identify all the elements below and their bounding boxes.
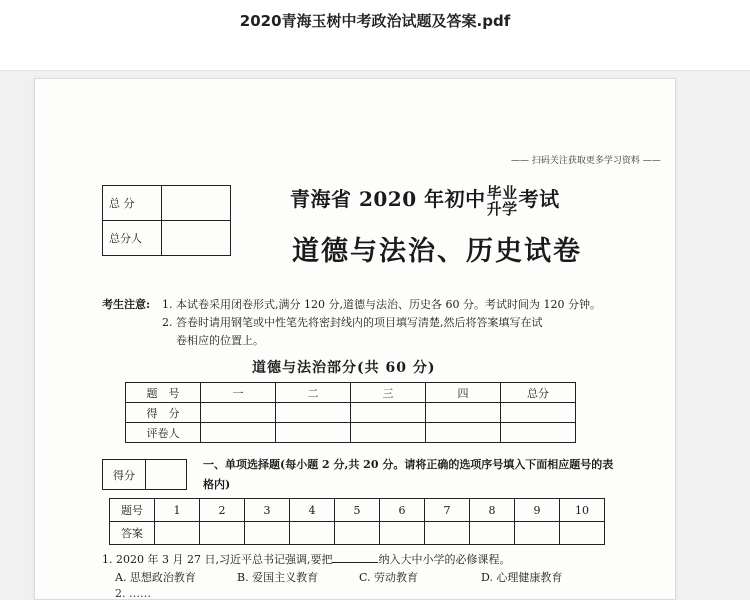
exam-title-stack-bottom: 升学 xyxy=(486,199,518,218)
exam-title-stack-top: 毕业 xyxy=(486,183,518,202)
answer-number: 8 xyxy=(470,499,515,522)
total-score-label: 总 分 xyxy=(103,186,162,221)
answer-cell xyxy=(380,522,425,545)
scan-note: —— 扫码关注获取更多学习资料 —— xyxy=(511,156,661,166)
summary-cell xyxy=(201,403,276,423)
question-1-options xyxy=(115,569,603,585)
answer-number: 1 xyxy=(155,499,200,522)
viewer-header xyxy=(0,0,750,71)
score-summary-table xyxy=(125,382,576,443)
section-score-label: 得分 xyxy=(103,460,146,490)
question-1-text-before: 1. 2020 年 3 月 27 日,习近平总书记强调,要把 xyxy=(102,553,333,566)
summary-cell xyxy=(351,423,426,443)
question-1-blank xyxy=(332,562,378,563)
part-title: 道德与法治部分(共 60 分) xyxy=(252,360,436,376)
summary-cell xyxy=(276,423,351,443)
total-score-box xyxy=(102,185,231,256)
question-2-partial: 2. …… xyxy=(115,587,151,600)
answer-cell xyxy=(470,522,515,545)
scorer-cell xyxy=(162,221,231,256)
section-score-cell xyxy=(146,460,187,490)
answer-cell xyxy=(425,522,470,545)
summary-header-cell: 三 xyxy=(351,383,426,403)
exam-title-suffix: 考试 xyxy=(518,187,560,211)
answer-number: 3 xyxy=(245,499,290,522)
answer-number: 4 xyxy=(290,499,335,522)
notice-label: 考生注意: xyxy=(102,298,151,311)
option-d: D. 心理健康教育 xyxy=(481,571,563,584)
answer-number: 2 xyxy=(200,499,245,522)
question-1-text-after: 纳入大中小学的必修课程。 xyxy=(378,553,511,566)
summary-header-cell: 四 xyxy=(426,383,501,403)
summary-header-cell: 一 xyxy=(201,383,276,403)
answer-number: 9 xyxy=(515,499,560,522)
exam-title xyxy=(290,183,560,217)
answer-row xyxy=(110,522,605,545)
document-title: 2020青海玉树中考政治试题及答案.pdf xyxy=(239,12,511,30)
option-b: B. 爱国主义教育 xyxy=(237,571,319,584)
total-score-row xyxy=(103,186,231,221)
summary-header-cell: 总分 xyxy=(501,383,576,403)
pdf-page xyxy=(34,78,676,600)
summary-cell xyxy=(426,423,501,443)
answer-cell xyxy=(335,522,380,545)
question-1 xyxy=(102,551,510,567)
section-score-row xyxy=(103,460,187,490)
answer-number-row xyxy=(110,499,605,522)
option-a: A. 思想政治教育 xyxy=(115,571,196,584)
summary-header-cell: 题 号 xyxy=(126,383,201,403)
section-score-box xyxy=(102,459,187,490)
answer-cell xyxy=(155,522,200,545)
summary-score-row xyxy=(126,403,576,423)
answer-cell xyxy=(560,522,605,545)
notice-item-1: 1. 本试卷采用闭卷形式,满分 120 分,道德与法治、历史各 60 分。考试时间为 120 分钟。 xyxy=(162,298,601,311)
notice-item-2-cont: 卷相应的位置上。 xyxy=(176,334,264,347)
exam-title-stack xyxy=(487,185,518,217)
summary-cell xyxy=(501,423,576,443)
summary-cell xyxy=(201,423,276,443)
answer-cell xyxy=(245,522,290,545)
summary-row-label: 评卷人 xyxy=(126,423,201,443)
answer-number: 5 xyxy=(335,499,380,522)
answer-cell xyxy=(515,522,560,545)
exam-subtitle: 道德与法治、历史试卷 xyxy=(292,236,582,267)
section-title: 一、单项选择题(每小题 2 分,共 20 分。请将正确的选项序号填入下面相应题号的表格内) xyxy=(203,458,614,491)
option-c: C. 劳动教育 xyxy=(359,571,419,584)
notice-item-2: 2. 答卷时请用钢笔或中性笔先将密封线内的项目填写清楚,然后将答案填写在试 xyxy=(162,316,543,329)
total-score-cell xyxy=(162,186,231,221)
summary-cell xyxy=(426,403,501,423)
summary-cell xyxy=(351,403,426,423)
summary-header-cell: 二 xyxy=(276,383,351,403)
answer-number: 7 xyxy=(425,499,470,522)
summary-row-label: 得 分 xyxy=(126,403,201,423)
answer-cell xyxy=(200,522,245,545)
answer-number: 6 xyxy=(380,499,425,522)
exam-title-prefix: 青海省 2020 年初中 xyxy=(290,187,486,211)
answer-number: 10 xyxy=(560,499,605,522)
scorer-row xyxy=(103,221,231,256)
scorer-label: 总分人 xyxy=(103,221,162,256)
answer-table xyxy=(109,498,605,545)
answer-row-label: 答案 xyxy=(110,522,155,545)
summary-cell xyxy=(276,403,351,423)
answer-cell xyxy=(290,522,335,545)
summary-grader-row xyxy=(126,423,576,443)
summary-header-row xyxy=(126,383,576,403)
answer-number-label: 题号 xyxy=(110,499,155,522)
summary-cell xyxy=(501,403,576,423)
